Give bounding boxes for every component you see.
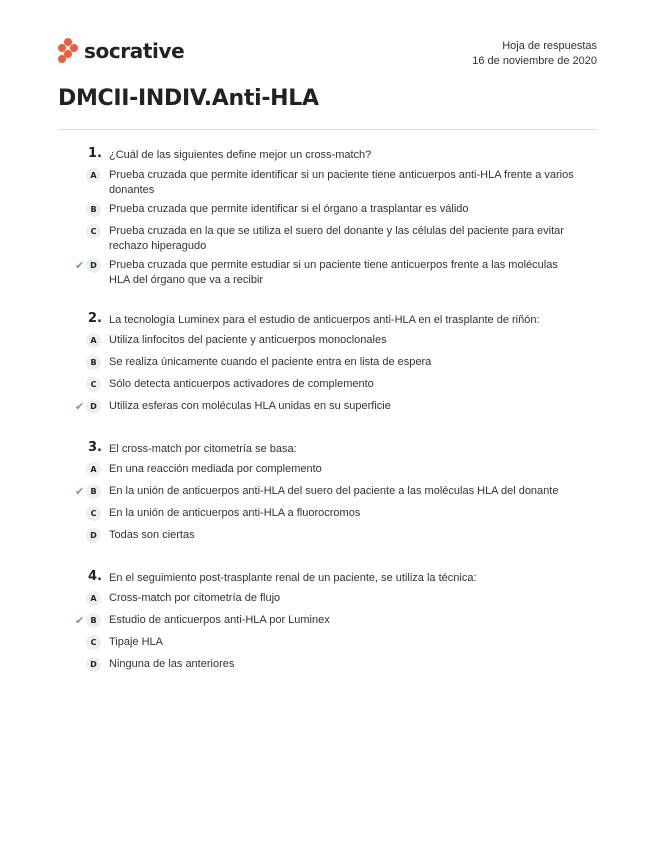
option-letter-badge: B [86, 613, 101, 628]
doc-type: Hoja de respuestas [502, 40, 597, 52]
option-letter-badge: A [86, 462, 101, 477]
option-letter-badge: D [86, 258, 101, 273]
option-letter-badge: A [86, 168, 101, 183]
option-letter-badge: D [86, 657, 101, 672]
question-text: El cross-match por citometría se basa: [109, 443, 297, 455]
question-header [0, 569, 654, 587]
question-4 [0, 569, 654, 675]
correct-check-icon: ✔ [75, 259, 85, 272]
answer-option [0, 399, 654, 417]
question-number: 1. [88, 146, 102, 161]
answer-option [0, 377, 654, 395]
question-2 [0, 311, 654, 417]
option-text: Utiliza esferas con moléculas HLA unidas en su superficie [109, 400, 391, 412]
question-text: ¿Cuál de las siguientes define mejor un cross-match? [109, 149, 372, 161]
answer-option [0, 355, 654, 373]
option-text: Se realiza únicamente cuando el paciente entra en lista de espera [109, 356, 432, 368]
option-text: Cross-match por citometría de flujo [109, 592, 281, 604]
answer-option [0, 202, 654, 220]
option-letter-badge: D [86, 399, 101, 414]
option-text: Prueba cruzada en la que se utiliza el suero del donante y las células del paciente para evitar rechazo hiperagudo [109, 225, 564, 252]
option-text: Todas son ciertas [109, 529, 195, 541]
option-text: En la unión de anticuerpos anti-HLA del suero del paciente a las moléculas HLA del donante [109, 485, 559, 497]
answer-option [0, 462, 654, 480]
option-letter-badge: C [86, 506, 101, 521]
option-letter-badge: C [86, 224, 101, 239]
answer-option [0, 657, 654, 675]
logo-text: socrative [84, 39, 185, 63]
doc-date: 16 de noviembre de 2020 [472, 55, 597, 67]
option-letter-badge: D [86, 528, 101, 543]
question-header [0, 440, 654, 458]
answer-option [0, 613, 654, 631]
correct-check-icon: ✔ [75, 614, 85, 627]
option-letter-badge: C [86, 635, 101, 650]
answer-option [0, 635, 654, 653]
option-text: En una reacción mediada por complemento [109, 463, 322, 475]
title-divider [58, 129, 597, 130]
question-number: 2. [88, 311, 102, 326]
question-header [0, 311, 654, 329]
answer-option [0, 168, 654, 198]
question-text: La tecnología Luminex para el estudio de anticuerpos anti-HLA en el trasplante de riñón: [109, 314, 540, 326]
document-meta [472, 39, 597, 69]
option-letter-badge: B [86, 355, 101, 370]
question-text: En el seguimiento post-trasplante renal de un paciente, se utiliza la técnica: [109, 572, 477, 584]
answer-option [0, 528, 654, 546]
question-3 [0, 440, 654, 546]
answer-option [0, 224, 654, 254]
option-text: Tipaje HLA [109, 636, 164, 648]
option-text: Prueba cruzada que permite estudiar si un paciente tiene anticuerpos frente a las moléculas HLA del órgano que va a recibir [109, 259, 558, 286]
question-1 [0, 146, 654, 288]
option-text: Prueba cruzada que permite identificar si el órgano a trasplantar es válido [109, 203, 469, 215]
correct-check-icon: ✔ [75, 400, 85, 413]
option-text: Estudio de anticuerpos anti-HLA por Luminex [109, 614, 330, 626]
answer-option [0, 258, 654, 288]
answer-option [0, 591, 654, 609]
answer-option [0, 333, 654, 351]
socrative-logo [58, 38, 184, 64]
option-letter-badge: B [86, 202, 101, 217]
option-text: Sólo detecta anticuerpos activadores de complemento [109, 378, 374, 390]
option-text: En la unión de anticuerpos anti-HLA a fluorocromos [109, 507, 361, 519]
option-text: Prueba cruzada que permite identificar si un paciente tiene anticuerpos anti-HLA frente a varios donantes [109, 169, 574, 196]
logo-dots-icon [58, 38, 78, 64]
option-letter-badge: A [86, 333, 101, 348]
question-header [0, 146, 654, 164]
option-text: Ninguna de las anteriores [109, 658, 235, 670]
answer-option [0, 484, 654, 502]
correct-check-icon: ✔ [75, 485, 85, 498]
page-header [58, 36, 597, 76]
question-number: 4. [88, 569, 102, 584]
question-number: 3. [88, 440, 102, 455]
question-list [0, 146, 654, 698]
option-letter-badge: C [86, 377, 101, 392]
answer-option [0, 506, 654, 524]
option-letter-badge: A [86, 591, 101, 606]
page-title: DMCII-INDIV.Anti-HLA [58, 86, 319, 111]
option-text: Utiliza linfocitos del paciente y anticuerpos monoclonales [109, 334, 387, 346]
option-letter-badge: B [86, 484, 101, 499]
